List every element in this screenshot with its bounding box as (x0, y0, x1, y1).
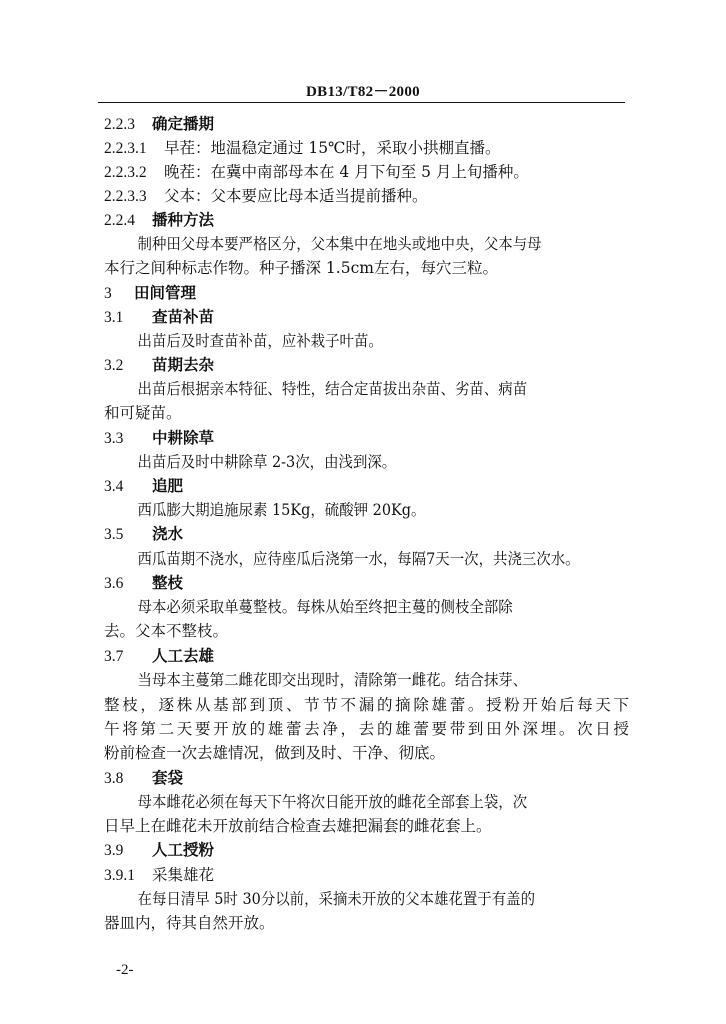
paragraph-line (104, 499, 626, 521)
paragraph-line (104, 233, 626, 255)
section-line (104, 113, 629, 136)
line-text: 本行之间种标志作物。种子播深 1.5cm左右，每穴三粒。 (104, 259, 498, 277)
section-number: 2.2.3.2 (104, 164, 147, 181)
page-number: -2- (116, 962, 134, 978)
section-number: 3.9.1 (104, 867, 135, 884)
section-line (104, 427, 629, 450)
paragraph-line (104, 888, 626, 910)
paragraph-line (104, 694, 629, 716)
section-number: 3.3 (104, 430, 124, 447)
paragraph-line (104, 669, 626, 691)
line-text: 母本雌花必须在每天下午将次日能开放的雌花全部套上袋，次 (137, 793, 528, 811)
section-line (104, 475, 629, 498)
paragraph-line (104, 596, 626, 618)
line-text: 采集雄花 (152, 866, 215, 884)
line-text: 粉前检查一次去雄情况，做到及时、干净、彻底。 (104, 744, 446, 762)
line-text: 父本：父本要应比母本适当提前播种。 (164, 187, 428, 205)
section-line (104, 282, 629, 305)
line-text: 去。父本不整枝。 (104, 622, 229, 640)
paragraph-line (104, 548, 626, 570)
section-line (104, 354, 629, 377)
line-text: 在每日清早 5时 30分以前，采摘未开放的父本雄花置于有盖的 (137, 890, 536, 908)
paragraph-line (104, 257, 629, 279)
section-number: 2.2.3.3 (104, 188, 147, 205)
section-number: 3.5 (104, 526, 124, 543)
section-number: 3.9 (104, 842, 124, 859)
line-text: 出苗后及时中耕除草 2-3次，由浅到深。 (137, 453, 397, 471)
line-text: 早茬：地温稳定通过 15℃时，采取小拱棚直播。 (164, 139, 501, 157)
section-number: 3.6 (104, 575, 124, 592)
line-text: 制种田父母本要严格区分，父本集中在地头或地中央，父本与母 (137, 235, 542, 253)
line-text: 日早上在雌花未开放前结合检查去雄把漏套的雌花套上。 (104, 817, 492, 835)
section-title: 田间管理 (134, 283, 197, 302)
section-title: 查苗补苗 (152, 307, 215, 326)
section-line (104, 864, 629, 887)
paragraph-line (104, 330, 626, 352)
section-title: 中耕除草 (152, 428, 215, 447)
section-number: 3.7 (104, 648, 124, 665)
paragraph-line (104, 742, 629, 764)
section-number: 3 (104, 285, 112, 302)
paragraph-line (104, 378, 626, 400)
line-text: 晚茬：在冀中南部母本在 4 月下旬至 5 月上旬播种。 (164, 163, 529, 181)
section-title: 人工授粉 (152, 840, 215, 859)
section-line (104, 572, 629, 595)
section-title: 确定播期 (152, 114, 215, 133)
section-title: 套袋 (152, 768, 184, 787)
section-number: 3.4 (104, 478, 124, 495)
paragraph-line (104, 402, 629, 424)
line-text: 午将第二天要开放的雄蕾去净，去的雄蕾要带到田外深埋。次日授 (104, 720, 629, 738)
line-text: 出苗后及时查苗补苗，应补栽子叶苗。 (137, 332, 383, 350)
section-title: 苗期去杂 (152, 355, 215, 374)
line-text: 出苗后根据亲本特征、特性，结合定苗拔出杂苗、劣苗、病苗 (137, 380, 528, 398)
section-title: 人工去雄 (152, 646, 215, 665)
section-line (104, 209, 629, 232)
section-number: 3.8 (104, 770, 124, 787)
line-text: 母本必须采取单蔓整枝。每株从始至终把主蔓的侧枝全部除 (137, 598, 513, 616)
section-line (104, 306, 629, 329)
document-code-header: DB13/T82－2000 (306, 84, 420, 100)
section-number: 2.2.4 (104, 212, 135, 229)
paragraph-line (104, 718, 629, 740)
paragraph-line (104, 912, 629, 934)
paragraph-line (104, 451, 626, 473)
section-line (104, 161, 629, 184)
paragraph-line (104, 620, 629, 642)
section-line (104, 185, 629, 208)
line-text: 西瓜苗期不浇水，应待座瓜后浇第一水，每隔7天一次，共浇三次水。 (137, 550, 580, 568)
section-number: 2.2.3.1 (104, 140, 147, 157)
section-line (104, 523, 629, 546)
line-text: 西瓜膨大期追施尿素 15Kg，硫酸钾 20Kg。 (137, 501, 426, 519)
section-line (104, 645, 629, 668)
section-number: 3.1 (104, 309, 124, 326)
section-number: 2.2.3 (104, 116, 135, 133)
section-line (104, 137, 629, 160)
paragraph-line (104, 815, 629, 837)
section-line (104, 767, 629, 790)
line-text: 整枝，逐株从基部到顶、节节不漏的摘除雄蕾。授粉开始后每天下 (104, 696, 629, 714)
section-title: 追肥 (152, 476, 184, 495)
section-title: 浇水 (152, 524, 184, 543)
header-rule (98, 102, 625, 103)
section-title: 播种方法 (152, 210, 215, 229)
section-title: 整枝 (152, 573, 184, 592)
line-text: 和可疑苗。 (104, 404, 182, 422)
section-line (104, 839, 629, 862)
line-text: 器皿内，待其自然开放。 (104, 914, 275, 932)
line-text: 当母本主蔓第二雌花即交出现时，清除第一雌花。结合抹芽、 (137, 671, 528, 689)
paragraph-line (104, 791, 626, 813)
section-number: 3.2 (104, 357, 124, 374)
